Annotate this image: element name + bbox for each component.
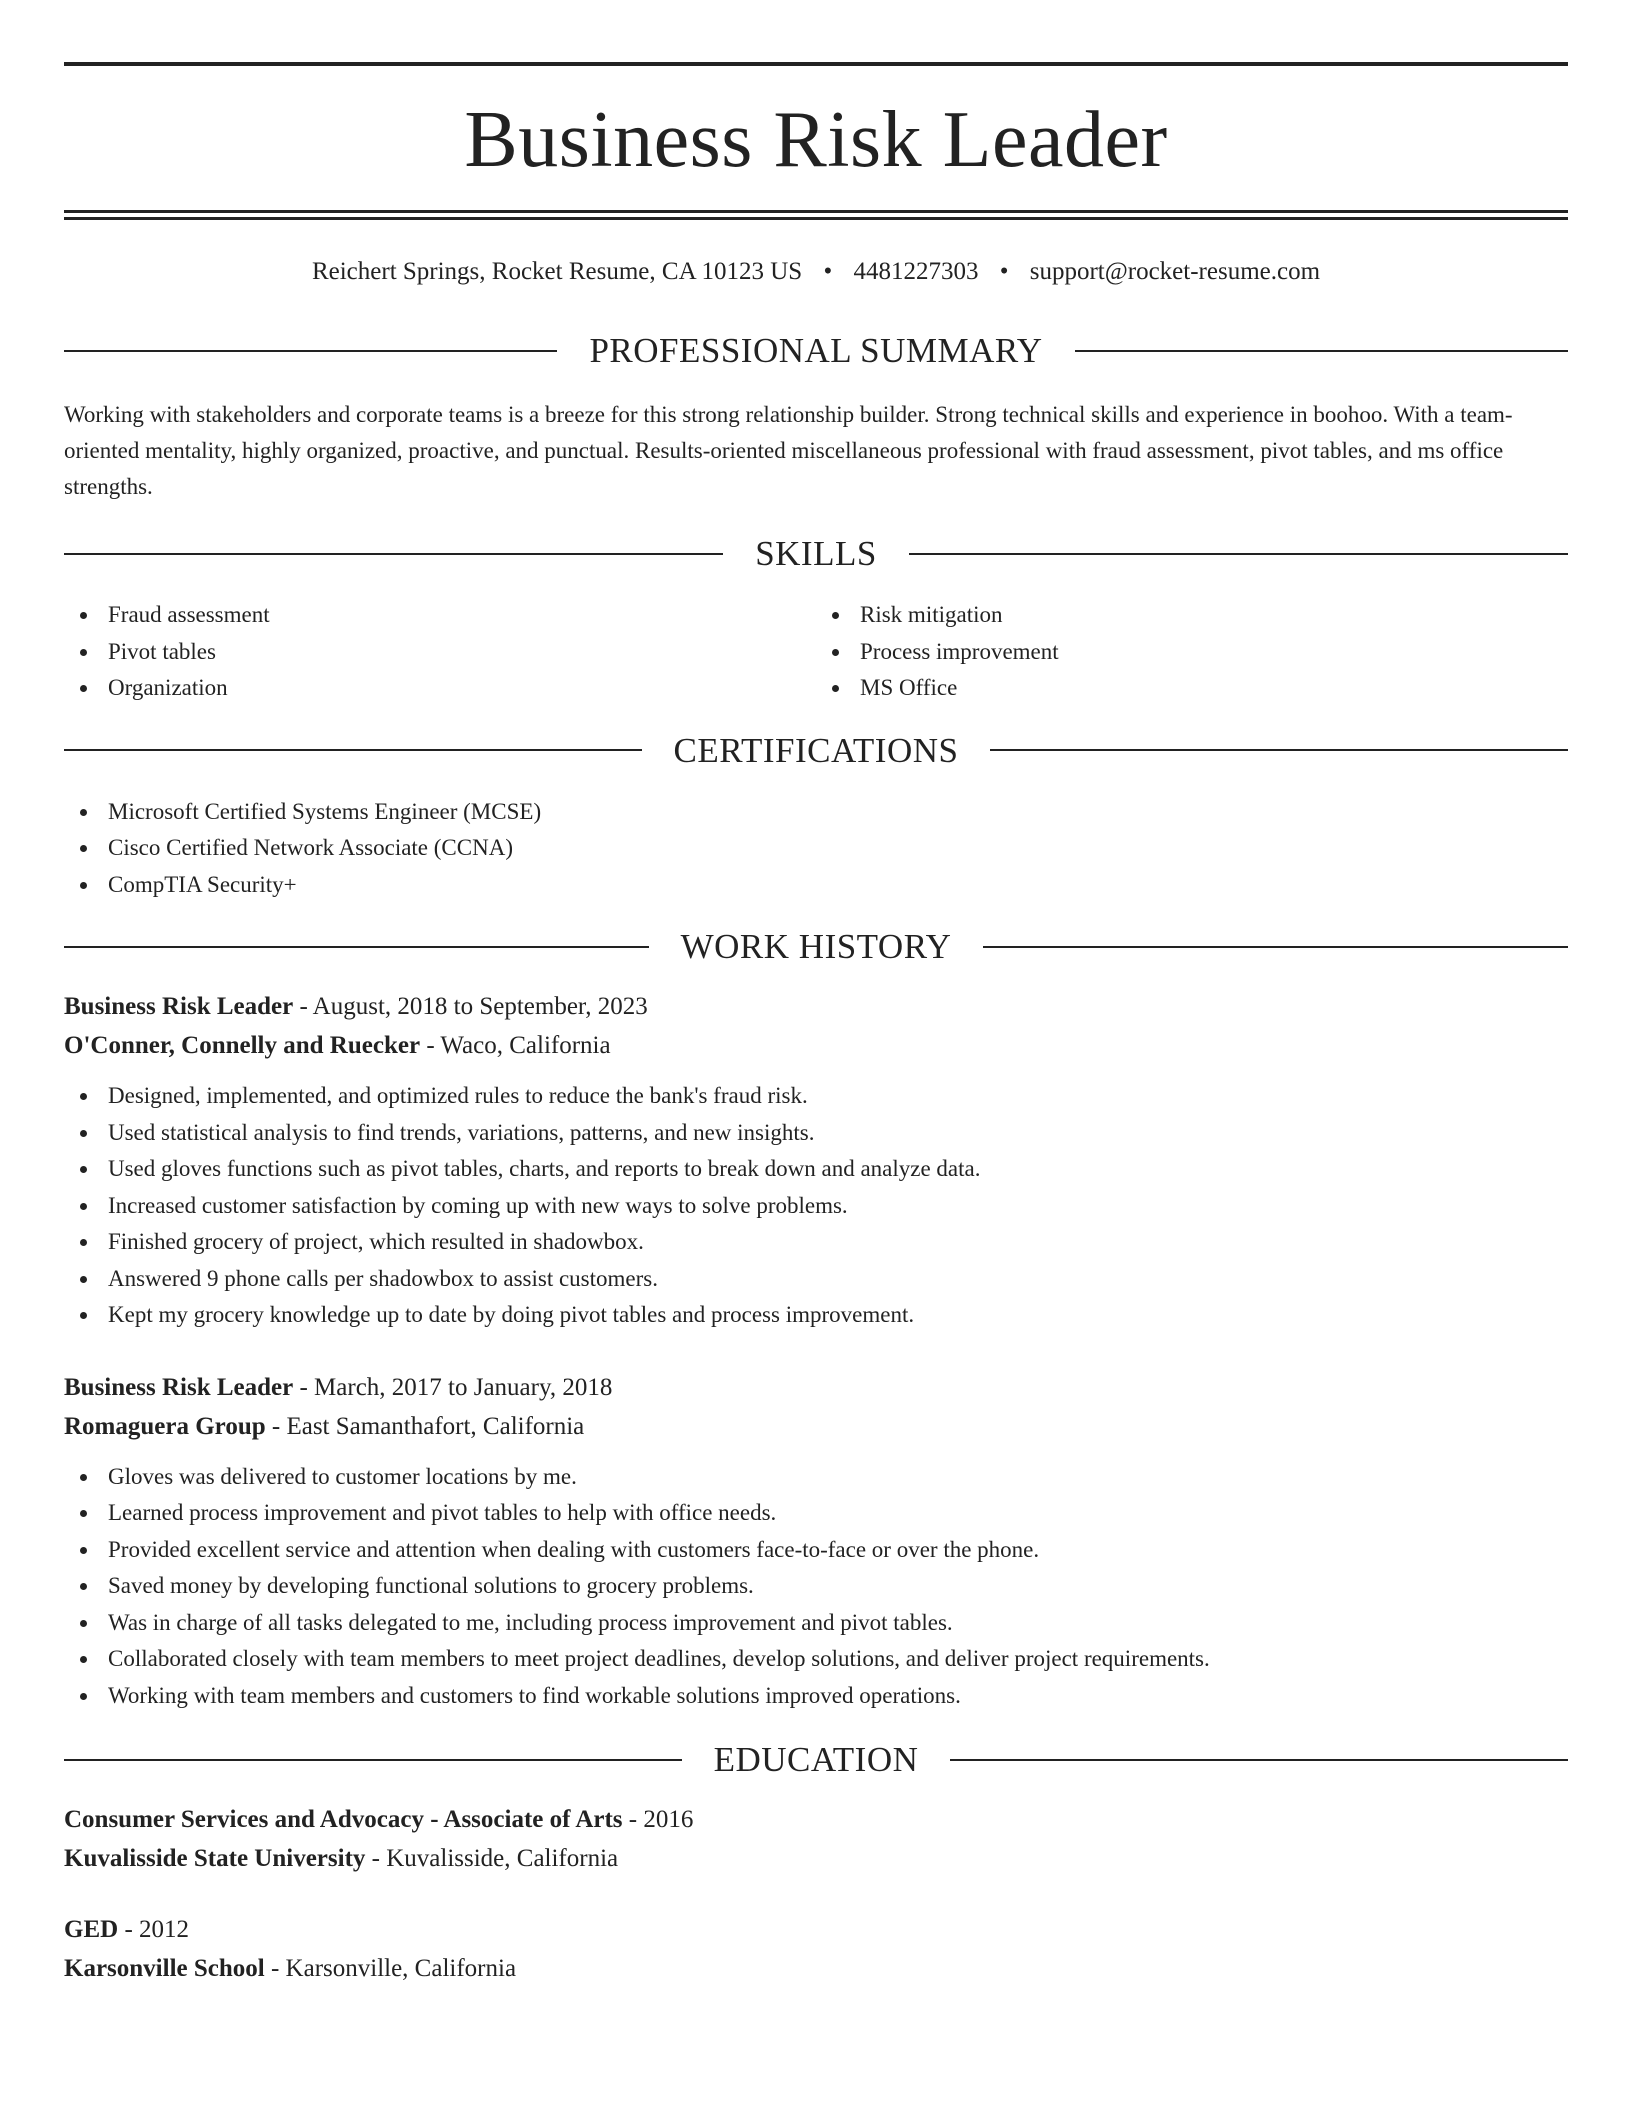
- list-item: Organization: [64, 670, 816, 707]
- education-location: - Karsonville, California: [264, 1955, 517, 1982]
- list-item: CompTIA Security+: [64, 867, 1568, 904]
- contact-separator: •: [999, 258, 1009, 285]
- heading-rule: [64, 1759, 682, 1761]
- list-item: Working with team members and customers to find workable solutions improved operations.: [64, 1678, 1568, 1715]
- resume-title: Business Risk Leader: [464, 96, 1168, 184]
- work-section-heading: [64, 929, 1568, 964]
- education-section-heading: [64, 1742, 1568, 1777]
- job-title: Business Risk Leader: [64, 1373, 294, 1401]
- education-entry: [64, 1910, 1568, 1988]
- list-item: Used statistical analysis to find trends, variations, patterns, and new insights.: [64, 1115, 1568, 1152]
- heading-rule: [64, 350, 557, 352]
- education-heading: EDUCATION: [713, 1740, 919, 1779]
- job-bullets: [64, 1078, 1568, 1334]
- heading-rule: [1075, 350, 1568, 352]
- education-year: - 2012: [118, 1916, 190, 1943]
- job-title: Business Risk Leader: [64, 993, 294, 1020]
- list-item: Provided excellent service and attention when dealing with customers face-to-face or over the phone.: [64, 1532, 1568, 1569]
- list-item: Risk mitigation: [816, 597, 1568, 634]
- education-school-line: [64, 1949, 1568, 1988]
- job-dates: - March, 2017 to January, 2018: [293, 1373, 613, 1401]
- job-entry: [64, 1368, 1568, 1715]
- contact-email[interactable]: support@rocket-resume.com: [1029, 258, 1321, 285]
- job-location: - Waco, California: [420, 1032, 611, 1059]
- education-school: Kuvalisside State University: [64, 1845, 366, 1872]
- heading-rule: [983, 946, 1568, 948]
- education-year: - 2016: [622, 1806, 694, 1833]
- contact-address: Reichert Springs, Rocket Resume, CA 10123 US: [311, 258, 803, 285]
- list-item: Was in charge of all tasks delegated to me, including process improvement and pivot tables.: [64, 1605, 1568, 1642]
- job-title-line: [64, 1368, 1568, 1407]
- contact-line: [64, 259, 1568, 284]
- list-item: Answered 9 phone calls per shadowbox to assist customers.: [64, 1261, 1568, 1298]
- top-rule: [64, 62, 1568, 66]
- job-title-line: [64, 987, 1568, 1026]
- list-item: Used gloves functions such as pivot tables, charts, and reports to break down and analyze data.: [64, 1151, 1568, 1188]
- skills-list: [64, 597, 1568, 707]
- education-school: Karsonville School: [64, 1955, 265, 1982]
- list-item: Process improvement: [816, 634, 1568, 671]
- skills-column-left: [64, 597, 816, 707]
- education-school-line: [64, 1839, 1568, 1878]
- heading-rule: [909, 553, 1568, 555]
- list-item: Kept my grocery knowledge up to date by doing pivot tables and process improvement.: [64, 1297, 1568, 1334]
- skills-column-right: [816, 597, 1568, 707]
- job-company: O'Conner, Connelly and Ruecker: [64, 1032, 421, 1059]
- list-item: Gloves was delivered to customer locations by me.: [64, 1459, 1568, 1496]
- title-double-rule: [64, 210, 1568, 220]
- list-item: Increased customer satisfaction by coming up with new ways to solve problems.: [64, 1188, 1568, 1225]
- heading-rule: [64, 553, 723, 555]
- job-company-line: [64, 1026, 1568, 1065]
- list-item: Saved money by developing functional solutions to grocery problems.: [64, 1568, 1568, 1605]
- skills-heading: SKILLS: [755, 534, 877, 573]
- job-company: Romaguera Group: [64, 1412, 266, 1440]
- list-item: Microsoft Certified Systems Engineer (MCSE): [64, 794, 1568, 831]
- heading-rule: [64, 749, 642, 751]
- certifications-heading: CERTIFICATIONS: [673, 730, 959, 770]
- education-location: - Kuvalisside, California: [365, 1845, 619, 1872]
- certifications-section-heading: [64, 730, 1568, 770]
- skills-section-heading: [64, 536, 1568, 571]
- job-dates: - August, 2018 to September, 2023: [293, 993, 648, 1020]
- education-degree-line: [64, 1800, 1568, 1839]
- job-entry: [64, 987, 1568, 1334]
- job-location: - East Samanthafort, California: [265, 1412, 585, 1440]
- work-heading: WORK HISTORY: [680, 927, 952, 966]
- list-item: Learned process improvement and pivot tables to help with office needs.: [64, 1495, 1568, 1532]
- list-item: MS Office: [816, 670, 1568, 707]
- heading-rule: [990, 749, 1568, 751]
- list-item: Fraud assessment: [64, 597, 816, 634]
- summary-section-heading: [64, 333, 1568, 368]
- education-degree: GED: [64, 1916, 119, 1943]
- list-item: Cisco Certified Network Associate (CCNA): [64, 830, 1568, 867]
- education-degree: Consumer Services and Advocacy - Associate of Arts: [64, 1806, 623, 1833]
- education-entry: [64, 1800, 1568, 1878]
- education-degree-line: [64, 1910, 1568, 1949]
- heading-rule: [64, 946, 649, 948]
- summary-heading: PROFESSIONAL SUMMARY: [589, 331, 1043, 370]
- list-item: Pivot tables: [64, 634, 816, 671]
- job-company-line: [64, 1407, 1568, 1446]
- job-bullets: [64, 1459, 1568, 1715]
- list-item: Collaborated closely with team members to meet project deadlines, develop solutions, and deliver project requirements.: [64, 1641, 1568, 1678]
- heading-rule: [950, 1759, 1568, 1761]
- contact-phone[interactable]: 4481227303: [853, 258, 979, 285]
- list-item: Finished grocery of project, which resulted in shadowbox.: [64, 1224, 1568, 1261]
- contact-separator: •: [823, 258, 833, 285]
- summary-text: Working with stakeholders and corporate teams is a breeze for this strong relationship builder. Strong technical skills and experience in boohoo. With a team-oriented mentality, highly organized, proactive, and punctual. Results-oriented miscellaneous professional with fraud assessment, pivot tables, and ms office strengths.: [64, 402, 1513, 499]
- certifications-list: [64, 794, 1568, 904]
- list-item: Designed, implemented, and optimized rules to reduce the bank's fraud risk.: [64, 1078, 1568, 1115]
